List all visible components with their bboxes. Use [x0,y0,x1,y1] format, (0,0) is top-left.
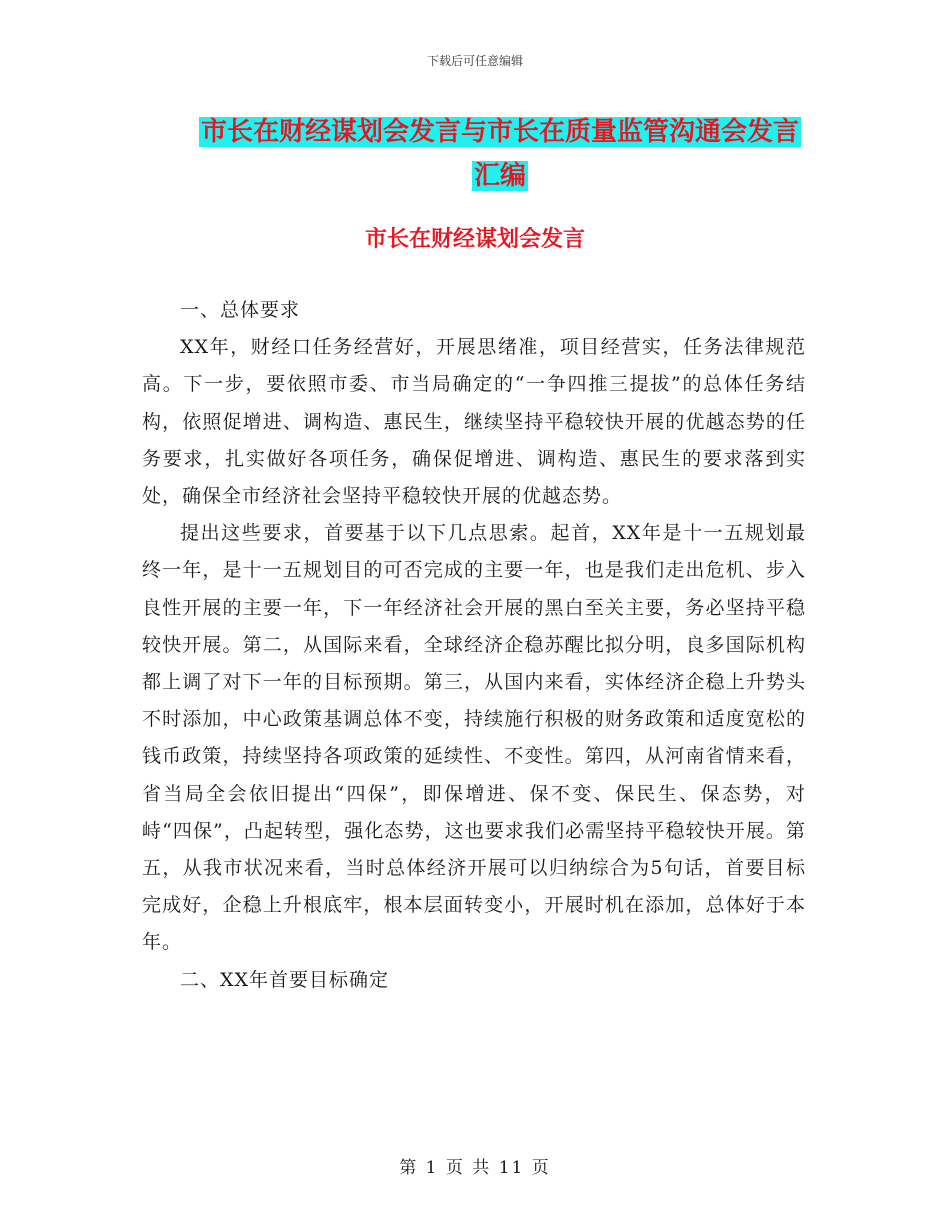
paragraph: 提出这些要求，首要基于以下几点思索。起首，XX年是十一五规划最终一年，是十一五规划目的可否完成的主要一年，也是我们走出危机、步入良性开展的主要一年，下一年经济社会开展的黑白至关主要，务必坚持平稳较快开展。第二，从国际来看，全球经济企稳苏醒比拟分明，良多国际机构都上调了对下一年的目标预期。第三，从国内来看，实体经济企稳上升势头不时添加，中心政策基调总体不变，持续施行积极的财务政策和适度宽松的钱币政策，持续坚持各项政策的延续性、不变性。第四，从河南省情来看，省当局全会依旧提出“四保”，即保增进、保不变、保民生、保态势，对峙“四保”，凸起转型，强化态势，这也要求我们必需坚持平稳较快开展。第五，从我市状况来看，当时总体经济开展可以归纳综合为5句话，首要目标完成好，企稳上升根底牢，根本层面转变小，开展时机在添加，总体好于本年。 [142,522,806,954]
paragraph-heading-1: 一、总体要求 [180,299,301,321]
document-body [142,292,806,999]
section-title: 市长在财经谋划会发言 [364,227,585,252]
paragraph: XX年，财经口任务经营好，开展思绪准，项目经营实，任务法律规范高。下一步，要依照市委、市当局确定的“一争四推三提拔”的总体任务结构，依照促增进、调构造、惠民生，继续坚持平稳较快开展的优越态势的任务要求，扎实做好各项任务，确保促增进、调构造、惠民生的要求落到实处，确保全市经济社会坚持平稳较快开展的优越态势。 [142,336,806,508]
paragraph-heading-2: 二、XX年首要目标确定 [180,968,390,991]
document-title-line1: 市长在财经谋划会发言与市长在质量监管沟通会发言 [200,117,799,147]
document-title [190,110,810,198]
page-footer: 第 1 页 共 11 页 [399,1158,551,1178]
header-note: 下载后可任意编辑 [426,54,523,68]
document-title-line2: 汇编 [473,161,526,191]
